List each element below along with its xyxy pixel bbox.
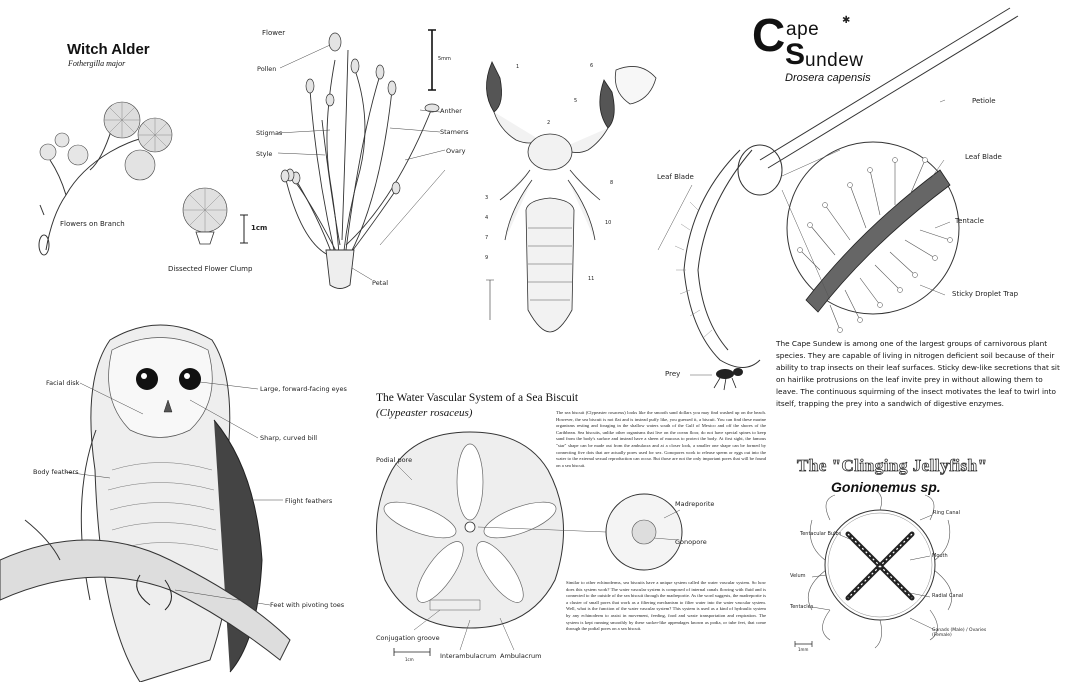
label-radial-canal: Radial Canal (932, 593, 964, 599)
sea-biscuit-scale: 1cm (405, 657, 414, 662)
label-leaf-blade-right: Leaf Blade (965, 153, 1002, 161)
scorpion-number-5: 5 (574, 98, 578, 104)
label-leaf-blade-left: Leaf Blade (657, 173, 694, 181)
scorpion-number-1: 1 (516, 64, 520, 70)
sundew-species: Drosera capensis (785, 72, 871, 84)
label-petal: Petal (372, 279, 389, 287)
label-stamens: Stamens (440, 128, 469, 136)
cape-word: ape (786, 19, 820, 40)
label-pollen: Pollen (257, 65, 277, 73)
label-gonads: Gonads (Male) / Ovaries (Female) (932, 628, 987, 638)
label-conjugation-groove: Conjugation groove (376, 634, 440, 642)
label-velum: Velum (790, 573, 806, 579)
sundew-description: The Cape Sundew is among one of the largest groups of carnivorous plant species. They are capable of living in nitrogen deficient soil because of their ability to trap insects on their leaf surfaces. Sticky dew-like secretions that sit on hairlike protrusions on the leaf invite prey in without allowing them to leave. The continuous squirming of the insect motivates the leaf to twirl into itself, trapping the prey into a sandwich of digestive enzymes. (776, 339, 1060, 408)
label-ring-canal: Ring Canal (933, 510, 960, 516)
label-eyes: Large, forward-facing eyes (260, 385, 347, 393)
sea-biscuit-paragraph-1: The sea biscuit (Clypeaster rosaceus) looks like the smooth sand dollars you may find washed up on the beach. However, the sea biscuit is not flat and is instead puffy like, you guessed it, a biscuit. You can find these marine organisms resting and foraging in the shallow waters south of the Gulf of Mexico and off the shores of the Caribbean. Sea biscuits, unlike other organisms that live on the ocean floor, do not have special spines to keep sand from the body's surface and instead have a sheen of mucous to protect the body. At first sight, the famous "star" shape can be made out from the ambulacra and at a closer look, a smaller one shape can be formed by connecting five dots that are actually pores used for sex. Gonopores work to release sperm or eggs out into the water to the external sexual reproduction can occur. But those are not the only important pores that will be found on a sea biscuit. (556, 410, 766, 468)
sea-biscuit-paragraph-2: Similar to other echinoderms, sea biscuits have a unique system called the water vascular system. So how does this system work? The water vascular system is composed of internal canals flowing with fluid and is connected to the outside of the sea biscuit through the madreporite. As the word suggests, the madreporite is a cluster of small pores that work as a filtering mechanism to filter water into the water vascular system. Well, what is the function of the water vascular system? This system is used as a kind of hydraulic system by any echinoderm to assist in movement, feeding, food and waste transportation and respiration. The system is kept running smoothly by these sucker-like appendages known as podia, or tube feet, that come through the podial pores on a sea biscuit. (566, 580, 766, 632)
sea-biscuit-title: The Water Vascular System of a Sea Biscuit (376, 392, 579, 404)
scorpion-number-9: 9 (485, 255, 489, 261)
scorpion-number-4: 4 (485, 215, 489, 221)
scorpion-number-7: 7 (485, 235, 489, 241)
label-sticky-droplet: Sticky Droplet Trap (952, 290, 1019, 298)
witch-alder-title: Witch Alder (67, 41, 150, 58)
witch-alder-subtitle: Fothergilla major (68, 59, 126, 68)
scorpion-number-2: 2 (547, 120, 551, 126)
label-anther: Anther (440, 107, 462, 115)
label-facial-disk: Facial disk (46, 379, 80, 387)
jellyfish-subtitle: Gonionemus sp. (831, 479, 941, 495)
sundew-word: undew (805, 50, 864, 71)
label-interambulacrum: Interambulacrum (440, 652, 497, 660)
scorpion-number-3: 3 (485, 195, 489, 201)
label-mouth: Mouth (932, 553, 948, 559)
scorpion-number-10: 10 (605, 220, 612, 226)
jellyfish-title: The "Clinging Jellyfish" (797, 456, 988, 475)
label-prey: Prey (665, 370, 681, 378)
flower-title: Flower (262, 29, 286, 37)
label-tentacle: Tentacle (955, 217, 984, 225)
cape-big-s: S (785, 38, 806, 71)
label-ovary: Ovary (446, 147, 466, 155)
fly-icon: ✱ (842, 15, 851, 26)
cluster-caption: Dissected Flower Clump (168, 265, 253, 273)
label-stigmas: Stigmas (256, 129, 283, 137)
label-petiole: Petiole (972, 97, 996, 105)
label-body-feathers: Body feathers (33, 468, 79, 476)
scorpion-number-6: 6 (590, 63, 594, 69)
witch-alder-scale: 1cm (251, 224, 268, 232)
label-style: Style (256, 150, 273, 158)
branch-caption: Flowers on Branch (60, 220, 125, 228)
scorpion-number-8: 8 (610, 180, 614, 186)
label-madreporite: Madreporite (675, 500, 715, 508)
jellyfish-scale: 1mm (798, 647, 809, 652)
label-feet: Feet with pivoting toes (270, 601, 345, 609)
scorpion-number-11: 11 (588, 276, 595, 282)
label-ambulacrum: Ambulacrum (500, 652, 542, 660)
label-podial-pore: Podial pore (376, 456, 413, 464)
label-bill: Sharp, curved bill (260, 434, 318, 442)
sea-biscuit-subtitle: (Clypeaster rosaceus) (376, 407, 473, 419)
label-tentacles: Tentacles (790, 604, 814, 610)
label-flight-feathers: Flight feathers (285, 497, 333, 505)
label-tentacular-bulbs: Tentacular Bulbs (800, 531, 842, 537)
cape-big-c: C (752, 9, 786, 61)
flower-scale: 5mm (438, 56, 451, 62)
label-gonopore: Gonopore (675, 538, 707, 546)
